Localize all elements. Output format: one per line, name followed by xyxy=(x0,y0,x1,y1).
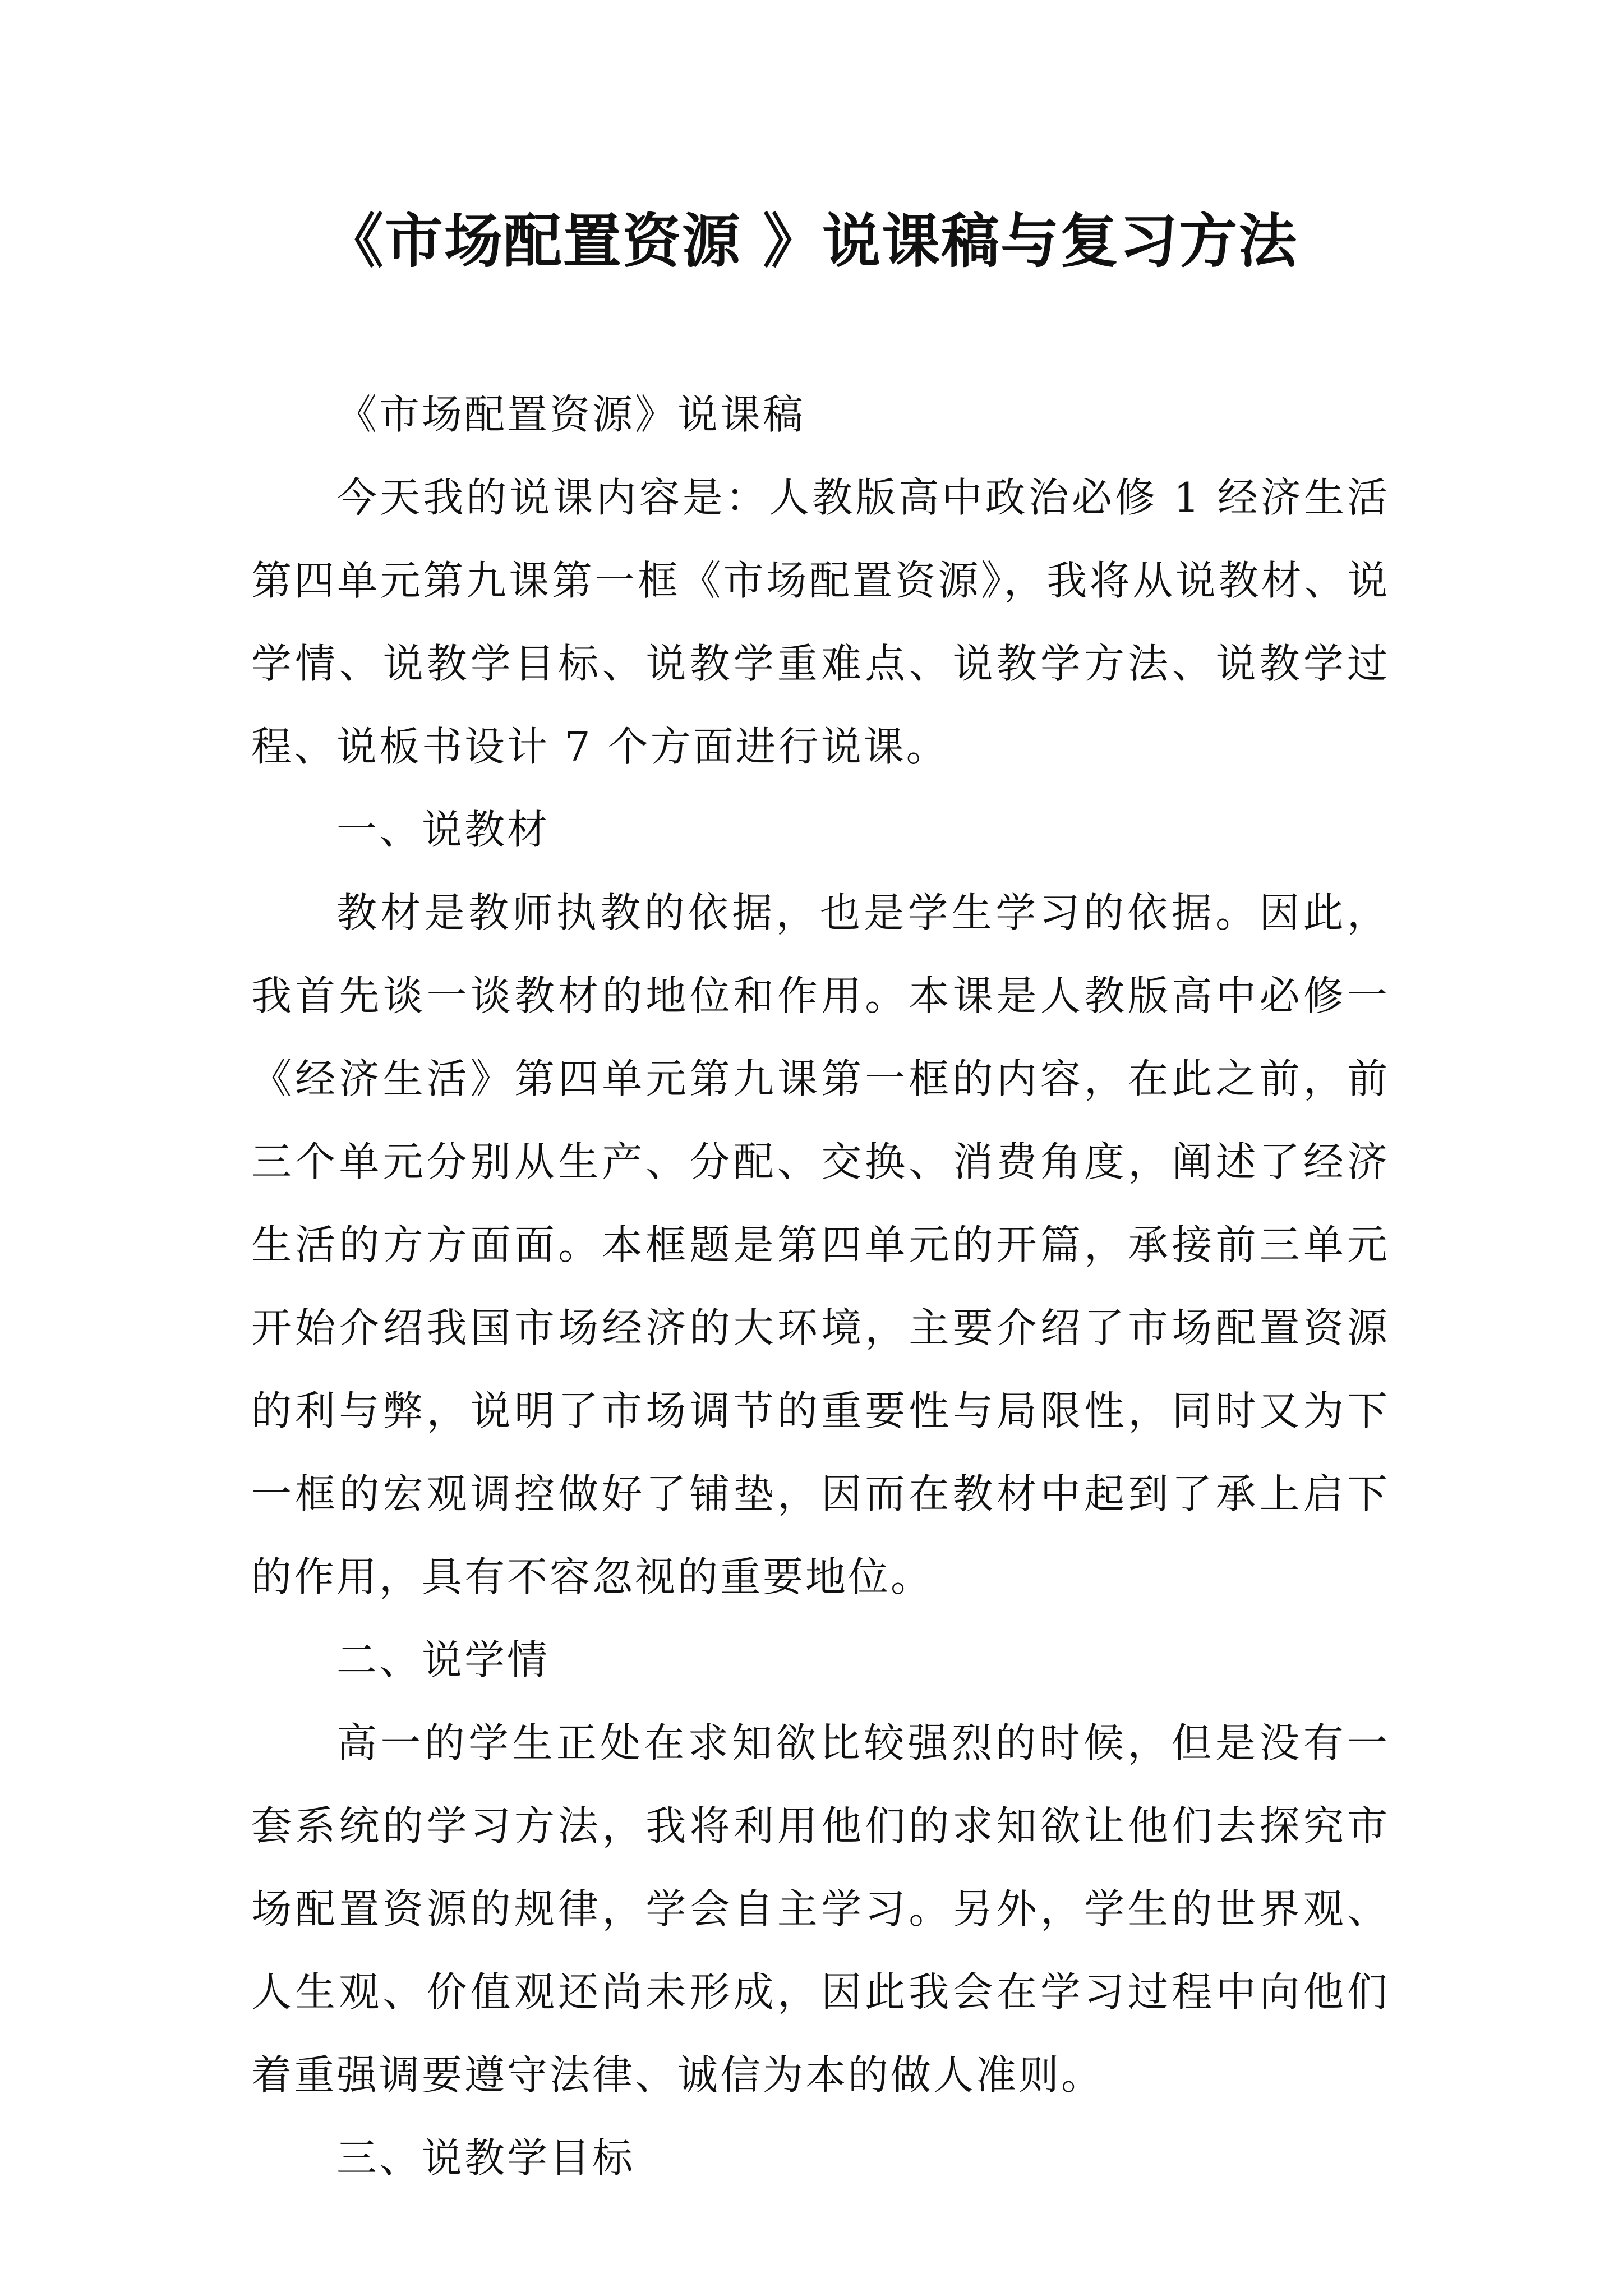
section-paragraph-textbook: 教材是教师执教的依据，也是学生学习的依据。因此，我首先谈一谈教材的地位和作用。本课是人教版高中必修一《经济生活》第四单元第九课第一框的内容，在此之前，前三个单元分别从生产、分配、交换、消费角度，阐述了经济生活的方方面面。本框题是第四单元的开篇，承接前三单元开始介绍我国市场经济的大环境，主要介绍了市场配置资源的利与弊，说明了市场调节的重要性与局限性，同时又为下一框的宏观调控做好了铺垫，因而在教材中起到了承上启下的作用，具有不容忽视的重要地位。 xyxy=(251,889,1390,1600)
document-title: 《市场配置资源 》说课稿与复习方法 xyxy=(325,206,1298,275)
section-heading-students: 二、说学情 xyxy=(336,1636,550,1683)
lecture-subtitle: 《市场配置资源》说课稿 xyxy=(336,391,806,438)
intro-paragraph: 今天我的说课内容是：人教版高中政治必修 1 经济生活第四单元第九课第一框《市场配置资源》，我将从说教材、说学情、说教学目标、说教学重难点、说教学方法、说教学过程、说板书设计 7 个方面进行说课。 xyxy=(251,474,1390,770)
section-heading-textbook: 一、说教材 xyxy=(336,806,550,853)
section-paragraph-students: 高一的学生正处在求知欲比较强烈的时候，但是没有一套系统的学习方法，我将利用他们的求知欲让他们去探究市场配置资源的规律，学会自主学习。另外，学生的世界观、人生观、价值观还尚未形成，因此我会在学习过程中向他们着重强调要遵守法律、诚信为本的做人准则。 xyxy=(251,1719,1390,2099)
document-body xyxy=(251,373,1390,2200)
section-heading-objectives: 三、说教学目标 xyxy=(336,2134,635,2182)
